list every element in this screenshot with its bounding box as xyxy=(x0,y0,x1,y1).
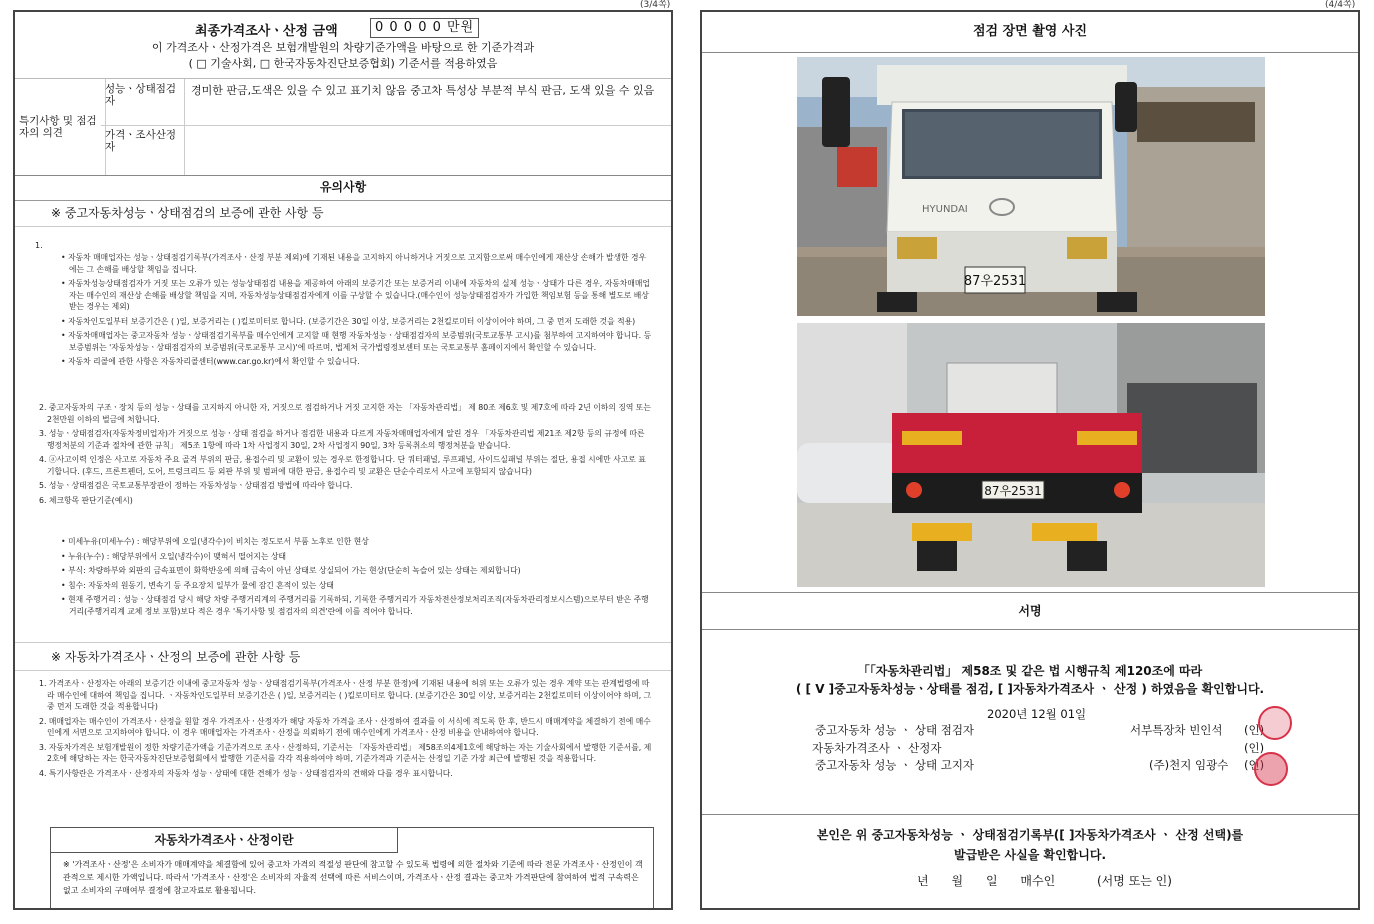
buyer-confirm-line-1: 본인은 위 중고자동차성능 ㆍ 상태점검기록부([ ]자동차가격조사 ㆍ 산정 선택)를 xyxy=(816,828,1244,842)
divider xyxy=(15,226,671,227)
photo-section-title: 점검 장면 촬영 사진 xyxy=(702,12,1358,53)
list-item: 3. 성능ㆍ상태점검자(자동차정비업자)가 거짓으로 성능ㆍ상태 점검을 하거나 점검한 내용과 다르게 자동차매매업자에게 알린 경우 「자동차관리법 제21조 제2항 등의 규정에 따른 행정처분의 기준과 절차에 관한 규칙」 제5조 1항에 따라 1차 사업정지 30일, 2차 사업정지 90일, 3차 등록취소의 행정처분을 받습니다. xyxy=(39,429,645,450)
check-criteria-list xyxy=(57,536,653,617)
section1-item-1-number: 1. xyxy=(35,241,43,250)
opinion-row-inspector-text: 경미한 판금,도색은 있을 수 있고 표기치 않음 중고차 특성상 부분적 부식 판금, 도색 있을 수 있음 xyxy=(191,84,655,97)
signature-section-title: 서명 xyxy=(702,592,1358,630)
opinion-row-appraiser xyxy=(101,125,673,175)
notice-title: 유의사항 xyxy=(15,174,671,201)
legal-basis-line: 「「자동차관리법」 제58조 및 같은 법 시행규칙 제120조에 따라 xyxy=(857,664,1203,678)
section1-title: ※ 중고자동차성능ㆍ상태점검의 보증에 관한 사항 등 xyxy=(51,206,324,220)
definition-text: ※ '가격조사ㆍ산정'은 소비자가 매매계약을 체결함에 있어 중고차 가격의 적절성 판단에 참고할 수 있도록 법령에 의한 절차와 기준에 따라 전문 가격조사ㆍ산정인이 객관적으로 제시한 가액입니다. 따라서 '가격조사ㆍ산정'은 소비자의 자율적 선택에 따른 서비스이며, 가격조사ㆍ산정 결과는 중고차 가격판단에 참여하여 법적 구속력은 없고 소비자의 구매여부 결정에 참고자료로 활용됩니다. xyxy=(63,860,643,895)
notifier-seal-label: (인) xyxy=(1244,758,1265,772)
truck-front-illustration xyxy=(797,57,1265,316)
buyer-date-line: 년 월 일 매수인 xyxy=(917,874,1056,888)
buyer-confirm-line-2: 발급받은 사실을 확인합니다. xyxy=(953,848,1107,862)
rear-plate-text: 87우2531 xyxy=(984,484,1042,498)
divider xyxy=(702,814,1358,815)
appraiser-seal-label: (인) xyxy=(1244,741,1265,755)
opinion-row-appraiser-label: 가격ㆍ조사산정자 xyxy=(101,125,185,175)
price-standard-line: ( □ 기술사회, □ 한국자동차진단보증협회) 기준서를 적용하였음 xyxy=(188,57,498,70)
inspector-label: 중고자동차 성능 ㆍ 상태 점검자 xyxy=(815,723,975,737)
final-price-amount: 0 0 0 0 0 만원 xyxy=(370,18,479,38)
inspection-form-page-3 xyxy=(13,10,673,910)
section2-list xyxy=(35,678,653,779)
final-price-title: 최종가격조사ㆍ산정 금액 xyxy=(195,24,338,39)
divider xyxy=(15,642,671,643)
section1-item-1-bullets xyxy=(57,252,653,368)
page-marker-left: (3/4쪽) xyxy=(640,0,671,10)
section1-list xyxy=(35,240,655,252)
list-item: • 자동차 매매업자는 성능ㆍ상태점검기록부(가격조사ㆍ산정 부분 제외)에 기재된 내용을 고지하지 아니하거나 거짓으로 고지함으로써 매수인에게 재산상 손해가 발생한 경우에는 그 손해를 배상할 책임을 집니다. xyxy=(61,253,647,274)
front-plate-text: 87우2531 xyxy=(963,274,1027,289)
truck-front-photo xyxy=(797,57,1265,316)
list-item: • 자동차성능상태점검자가 거짓 또는 오류가 있는 성능상태점검 내용을 제공하여 아래의 보증기간 또는 보증거리 이내에 자동차의 실제 성능ㆍ상태가 다른 경우, 자동차매매업자는 매수인의 재산상 손해를 배상할 책임을 지며, 자동차성능상태점검자에게 이를 구상할 수 있습니다.(매수인이 성능상태점검자가 가입한 책임보험 등을 통해 별도로 배상받는 경우는 제외) xyxy=(61,279,650,311)
page-marker-right: (4/4쪽) xyxy=(1325,0,1356,10)
notifier-label: 중고자동차 성능 ㆍ 상태 고지자 xyxy=(815,758,975,772)
list-item: 2. 매매업자는 매수인이 가격조사ㆍ산정을 원할 경우 가격조사ㆍ산정자가 해당 자동차 가격을 조사ㆍ산정하여 결과를 이 서식에 적도록 한 후, 반드시 매매계약을 체결하기 전에 매수인에게 서면으로 고지하여야 합니다. 이 경우 매매업자는 가격조사ㆍ산정을 의뢰하기 전에 매수인에게 가격조사ㆍ산정 비용을 안내하여야 합니다. xyxy=(39,716,651,737)
notifier-seal-stamp xyxy=(1254,752,1288,786)
signature-date: 2020년 12월 01일 xyxy=(987,707,1087,721)
opinion-row-inspector-label: 성능ㆍ상태점검자 xyxy=(101,79,185,125)
buyer-signature-field[interactable]: (서명 또는 인) xyxy=(1097,874,1172,888)
list-item: 3. 자동차가격은 보험개발원이 정한 차량기준가액을 기준가격으로 조사ㆍ산정하되, 기준서는 「자동차관리법」 제58조의4제1호에 해당하는 자는 기술사회에서 발행한 기준서를, 제2호에 해당하는 자는 한국자동차진단보증협회에서 발행한 기준서를 각각 적용하여야 하며, 기준가격과 기준서는 산정일 기준 가장 최근에 발행된 것을 적용합니다. xyxy=(39,742,652,763)
notifier-name: (주)천지 임광수 xyxy=(1149,758,1229,772)
list-item: • 침수: 자동차의 원동기, 변속기 등 주요장치 일부가 물에 잠긴 흔적이 있는 상태 xyxy=(61,580,334,590)
inspector-name: 서부특장차 빈인석 xyxy=(1130,723,1223,737)
list-item: • 누유(누수) : 해당부위에서 오일(냉각수)이 맺혀서 떨어지는 상태 xyxy=(61,551,287,561)
opinion-row-inspector xyxy=(101,79,673,126)
opinion-side-label: 특기사항 및 점검자의 의견 xyxy=(15,79,106,175)
list-item: • 미세누유(미세누수) : 해당부위에 오일(냉각수)이 비치는 정도로서 부품 노후로 인한 현상 xyxy=(61,537,369,546)
list-item: • 부식: 차량하부와 외판의 금속표면이 화학반응에 의해 금속이 아닌 상태로 상실되어 가는 현상(단순히 녹슬어 있는 상태는 제외합니다) xyxy=(61,566,521,575)
list-item: • 자동차 리콜에 관한 사항은 자동차리콜센터(www.car.go.kr)에서 확인할 수 있습니다. xyxy=(61,357,360,366)
list-item: • 자동차매매업자는 중고자동차 성능ㆍ상태점검기록부를 매수인에게 고지할 때 현행 자동차성능ㆍ상태점검자의 보증범위(국토교통부 고시)를 첨부하여 고지하여야 합니다. 등 보증범위는 '자동차성능ㆍ상태점검자의 보증범위(국토교통부 고시)'에 따르며, 법제처 국가법령정보센터 또는 국토교통부 홈페이지에서 확인할 수 있습니다. xyxy=(61,331,652,352)
list-item: • 현재 주행거리 : 성능ㆍ상태점검 당시 해당 차량 주행거리계의 주행거리를 기록하되, 기록한 주행거리가 자동차전산정보처리조직(자동차관리정보시스템)으로부터 받은 주행거리(주행거리계 교체 정보 포함)보다 적은 경우 '특기사항 및 점검자의 의견'란에 이를 적어야 합니다. xyxy=(61,595,649,616)
appraiser-label: 자동차가격조사 ㆍ 산정자 xyxy=(812,741,942,755)
confirmation-line: ( [ V ]중고자동차성능ㆍ상태를 점검, [ ]자동차가격조사 ㆍ 산정 ) 하였음을 확인합니다. xyxy=(795,682,1265,696)
final-price-header xyxy=(15,12,671,72)
inspection-form-page-4 xyxy=(700,10,1360,910)
list-item: 2. 중고자동차의 구조ㆍ장치 등의 성능ㆍ상태를 고지하지 아니한 자, 거짓으로 점검하거나 거짓 고지한 자는 「자동차관리법」 제 80조 제6호 및 제7호에 따라 2년 이하의 징역 또는 2천만원 이하의 벌금에 처합니다. xyxy=(39,403,651,424)
price-appraisal-definition-box xyxy=(50,827,654,909)
truck-rear-photo xyxy=(797,323,1265,587)
opinion-table xyxy=(15,78,671,176)
inspector-seal-label: (인) xyxy=(1244,723,1265,737)
truck-rear-illustration xyxy=(797,323,1265,587)
divider xyxy=(15,670,671,671)
section1-items-2-6 xyxy=(35,402,653,506)
price-basis-line: 이 가격조사ㆍ산정가격은 보험개발원의 차량기준가액을 바탕으로 한 기준가격과 xyxy=(151,41,535,54)
brand-badge-text: HYUNDAI xyxy=(922,204,968,215)
list-item: 6. 체크항목 판단기준(예시) xyxy=(39,495,133,505)
section2-title: ※ 자동차가격조사ㆍ산정의 보증에 관한 사항 등 xyxy=(51,650,301,664)
list-item: 1. 가격조사ㆍ산정자는 아래의 보증기간 이내에 중고자동차 성능ㆍ상태점검기록부(가격조사ㆍ산정 부분 한정)에 기재된 내용에 허위 또는 오류가 있는 경우 계약 또는 관계법령에 따라 매수인에 대하여 책임을 집니다. ㆍ자동차인도일부터 보증기간은 ( )일, 보증거리는 ( )킬로미터로 합니다. (보증기간은 30일 이상, 보증거리는 2천킬로미터 이상이어야 하며, 그 중 먼저 도래한 것을 적용합니다) xyxy=(39,679,652,711)
list-item: 5. 성능ㆍ상태점검은 국토교통부장관이 정하는 자동차성능ㆍ상태점검 방법에 따라야 합니다. xyxy=(39,481,353,490)
list-item: • 자동차인도일부터 보증기간은 ( )일, 보증거리는 ( )킬로미터로 합니다. (보증기간은 30일 이상, 보증거리는 2천킬로미터 이상이어야 하며, 그 중 먼저 도래한 것을 적용) xyxy=(61,316,636,326)
definition-title: 자동차가격조사ㆍ산정이란 xyxy=(51,828,398,853)
inspector-seal-stamp xyxy=(1258,706,1292,740)
list-item: 4. ⓐ사고이력 인정은 사고로 자동차 주요 골격 부위의 판금, 용접수리 및 교환이 있는 경우로 한정합니다. 단 쿼터패널, 루프패널, 사이드실패널 부위는 절단, 용접 시에만 사고로 표기합니다. (후드, 프론트펜더, 도어, 트렁크리드 등 외판 부위 및 범퍼에 대한 판금, 용접수리 및 교환은 단순수리로서 사고에 포함되지 않습니다) xyxy=(39,455,646,476)
list-item: 4. 특기사항란은 가격조사ㆍ산정자의 자동차 성능ㆍ상태에 대한 견해가 성능ㆍ상태점검자의 견해와 다를 경우 표시합니다. xyxy=(39,768,453,778)
